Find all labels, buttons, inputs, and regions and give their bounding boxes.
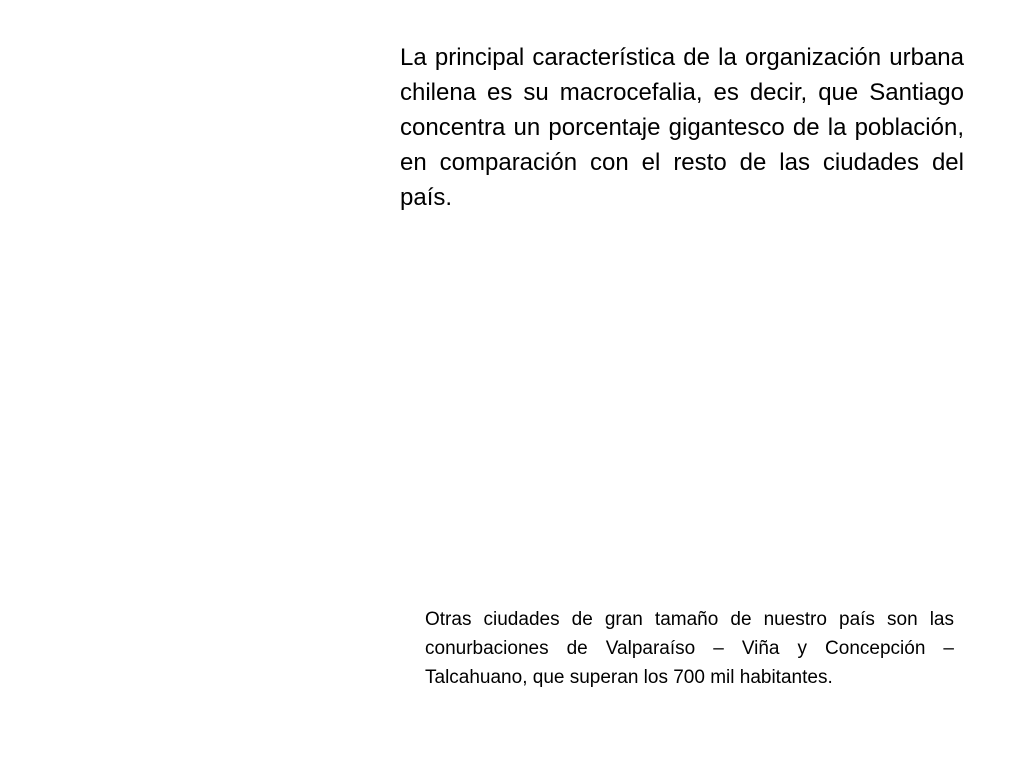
conurbaciones-paragraph: Otras ciudades de gran tamaño de nuestro país son las conurbaciones de Valparaíso – Viña y Concepción – Talcahuano, que superan los 700 mil habitantes. — [425, 609, 954, 688]
macrocefalia-paragraph: La principal característica de la organización urbana chilena es su macrocefalia, es decir, que Santiago concentra un porcentaje gigantesco de la población, en comparación con el resto de las ciudades del país. — [400, 44, 964, 211]
